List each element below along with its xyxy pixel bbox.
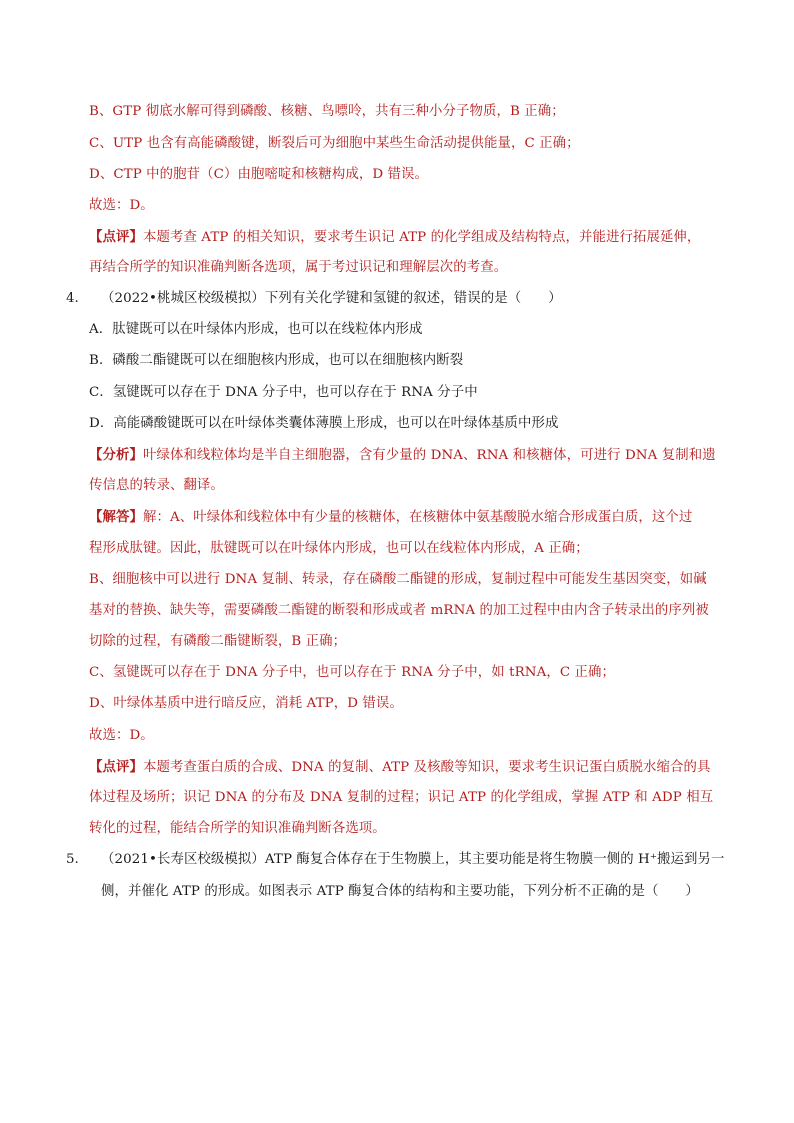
question-4-stem: （2022•桃城区校级模拟）下列有关化学键和氢键的叙述，错误的是（ ） bbox=[101, 291, 562, 306]
question-4-option-c: C．氢键既可以存在于 DNA 分子中，也可以存在于 RNA 分子中 bbox=[89, 385, 478, 400]
prev-answer-option-b: B、GTP 彻底水解可得到磷酸、核糖、鸟嘌呤，共有三种小分子物质，B 正确； bbox=[89, 104, 565, 119]
comment-tag: 【点评】 bbox=[89, 229, 143, 245]
question-4-answer-line-7: D、叶绿体基质中进行暗反应，消耗 ATP，D 错误。 bbox=[89, 696, 403, 711]
analysis-tag: 【分析】 bbox=[89, 447, 143, 463]
analysis-text-1: 叶绿体和线粒体均是半自主细胞器，含有少量的 DNA、RNA 和核糖体，可进行 DNA 复制和遗 bbox=[142, 448, 716, 463]
comment-tag: 【点评】 bbox=[89, 759, 143, 775]
question-4-option-b: B．磷酸二酯键既可以在细胞核内形成，也可以在细胞核内断裂 bbox=[89, 353, 464, 368]
prev-comment-text-1: 本题考查 ATP 的相关知识，要求考生识记 ATP 的化学组成及结构特点，并能进行拓展延伸， bbox=[142, 230, 701, 245]
question-4-answer-line-3: B、细胞核中可以进行 DNA 复制、转录，存在磷酸二酯键的形成，复制过程中可能发生基因突变，如碱 bbox=[89, 572, 707, 587]
question-4-choice: 故选：D。 bbox=[89, 728, 154, 743]
question-4-option-d: D．高能磷酸键既可以在叶绿体类囊体薄膜上形成，也可以在叶绿体基质中形成 bbox=[89, 416, 559, 431]
answer-text-1: 解：A、叶绿体和线粒体中有少量的核糖体，在核糖体中氨基酸脱水缩合形成蛋白质，这个过 bbox=[142, 510, 693, 525]
question-4-comment-line-3: 转化的过程，能结合所学的知识准确判断各选项。 bbox=[89, 821, 386, 836]
question-5-number: 5. bbox=[66, 852, 79, 867]
question-4-analysis-line-2: 传信息的转录、翻译。 bbox=[89, 478, 224, 493]
question-4-number: 4. bbox=[66, 291, 79, 306]
prev-answer-choice: 故选：D。 bbox=[89, 198, 154, 213]
prev-answer-option-d: D、CTP 中的胞苷（C）由胞嘧啶和核糖构成，D 错误。 bbox=[89, 167, 429, 182]
question-4-analysis-line-1 bbox=[89, 446, 716, 465]
question-4-option-a: A．肽键既可以在叶绿体内形成，也可以在线粒体内形成 bbox=[89, 322, 423, 337]
question-4-comment-line-1 bbox=[89, 758, 710, 777]
question-5-stem-line-1: （2021•长寿区校级模拟）ATP 酶复合体存在于生物膜上，其主要功能是将生物膜一侧的 H⁺搬运到另一 bbox=[101, 852, 725, 867]
question-4-answer-line-4: 基对的替换、缺失等，需要磷酸二酯键的断裂和形成或者 mRNA 的加工过程中由内含子转录出的序列被 bbox=[89, 603, 709, 618]
prev-comment-line-1 bbox=[89, 228, 700, 247]
question-4-answer-line-1 bbox=[89, 508, 692, 527]
question-4-comment-line-2: 体过程及场所；识记 DNA 的分布及 DNA 复制的过程；识记 ATP 的化学组成，掌握 ATP 和 ADP 相互 bbox=[89, 790, 714, 805]
question-5-stem-line-2: 侧，并催化 ATP 的形成。如图表示 ATP 酶复合体的结构和主要功能，下列分析不正确的是（ ） bbox=[101, 884, 699, 899]
answer-tag: 【解答】 bbox=[89, 509, 143, 525]
question-4-answer-line-2: 程形成肽键。因此，肽键既可以在叶绿体内形成，也可以在线粒体内形成，A 正确； bbox=[89, 541, 589, 556]
prev-comment-line-2: 再结合所学的知识准确判断各选项，属于考过识记和理解层次的考查。 bbox=[89, 260, 508, 275]
question-4-answer-line-6: C、氢键既可以存在于 DNA 分子中，也可以存在于 RNA 分子中，如 tRNA，C 正确； bbox=[89, 665, 616, 680]
prev-answer-option-c: C、UTP 也含有高能磷酸键，断裂后可为细胞中某些生命活动提供能量，C 正确； bbox=[89, 136, 580, 151]
question-4-answer-line-5: 切除的过程，有磷酸二酯键断裂，B 正确； bbox=[89, 634, 347, 649]
comment-text-1: 本题考查蛋白质的合成、DNA 的复制、ATP 及核酸等知识，要求考生识记蛋白质脱水缩合的具 bbox=[142, 760, 711, 775]
